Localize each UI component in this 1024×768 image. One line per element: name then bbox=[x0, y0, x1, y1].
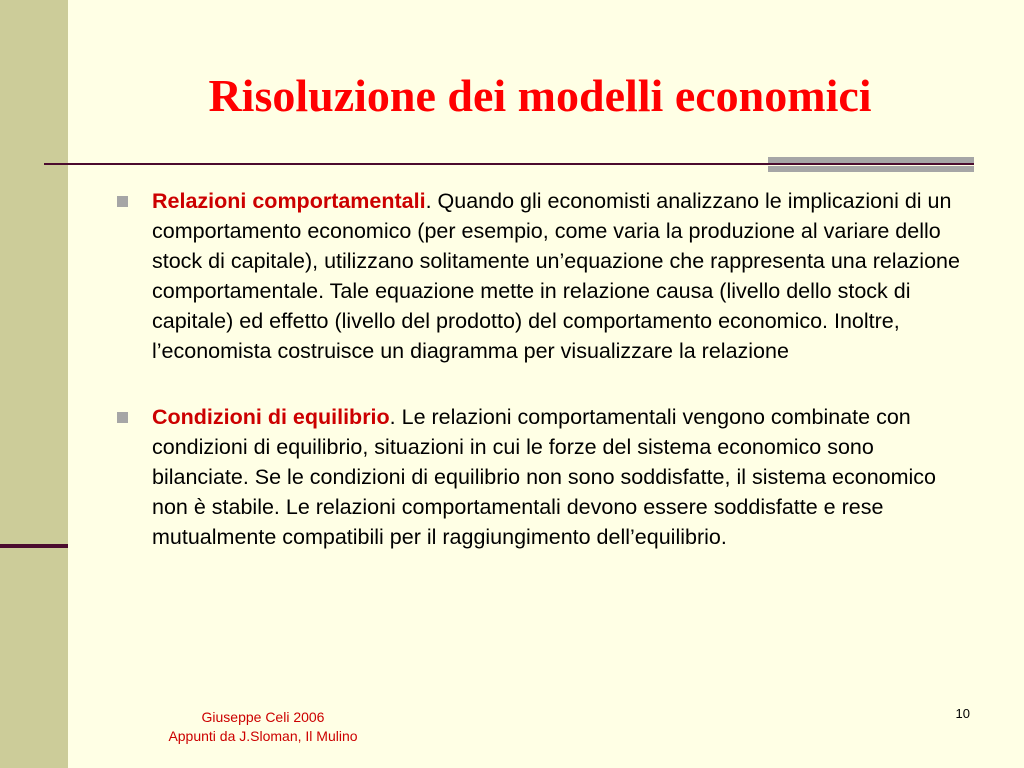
bullet-text: . Quando gli economisti analizzano le implicazioni di un comportamento economico (per esempio, come varia la produzione al variare dello stock di capitale), utilizzano solitamente un’equazione che rappresenta una relazione comportamentale. Tale equazione mette in relazione causa (livello dello stock di capitale) ed effetto (livello del prodotto) del comportamento economico. Inoltre, l’economista costruisce un diagramma per visualizzare la relazione bbox=[152, 189, 960, 363]
square-bullet-icon bbox=[117, 412, 128, 423]
bullet-item-relazioni-comportamentali bbox=[112, 186, 972, 366]
decorative-bar bbox=[768, 166, 974, 172]
footer-author: Giuseppe Celi 2006 bbox=[201, 709, 325, 725]
slide-title: Risoluzione dei modelli economici bbox=[208, 70, 872, 121]
decorative-bar bbox=[768, 157, 974, 163]
bullet-term: Condizioni di equilibrio bbox=[152, 405, 390, 429]
footer-credits bbox=[148, 708, 378, 746]
bullet-item-condizioni-di-equilibrio bbox=[112, 402, 972, 552]
bullet-text: . Le relazioni comportamentali vengono combinate con condizioni di equilibrio, situazioni in cui le forze del sistema economico sono bilanciate. Se le condizioni di equilibrio non sono soddisfatte, il sistema economico non è stabile. Le relazioni comportamentali devono essere soddisfatte e rese mutualmente compatibili per il raggiungimento dell’equilibrio. bbox=[152, 405, 937, 549]
footer-source: Appunti da J.Sloman, Il Mulino bbox=[168, 728, 358, 744]
corner-decorative-bars bbox=[768, 157, 974, 172]
bullet-list bbox=[112, 186, 972, 552]
left-decorative-band bbox=[0, 0, 68, 768]
left-accent-line bbox=[0, 544, 68, 548]
page-number: 10 bbox=[955, 706, 970, 721]
square-bullet-icon bbox=[117, 196, 128, 207]
bullet-term: Relazioni comportamentali bbox=[152, 189, 426, 213]
